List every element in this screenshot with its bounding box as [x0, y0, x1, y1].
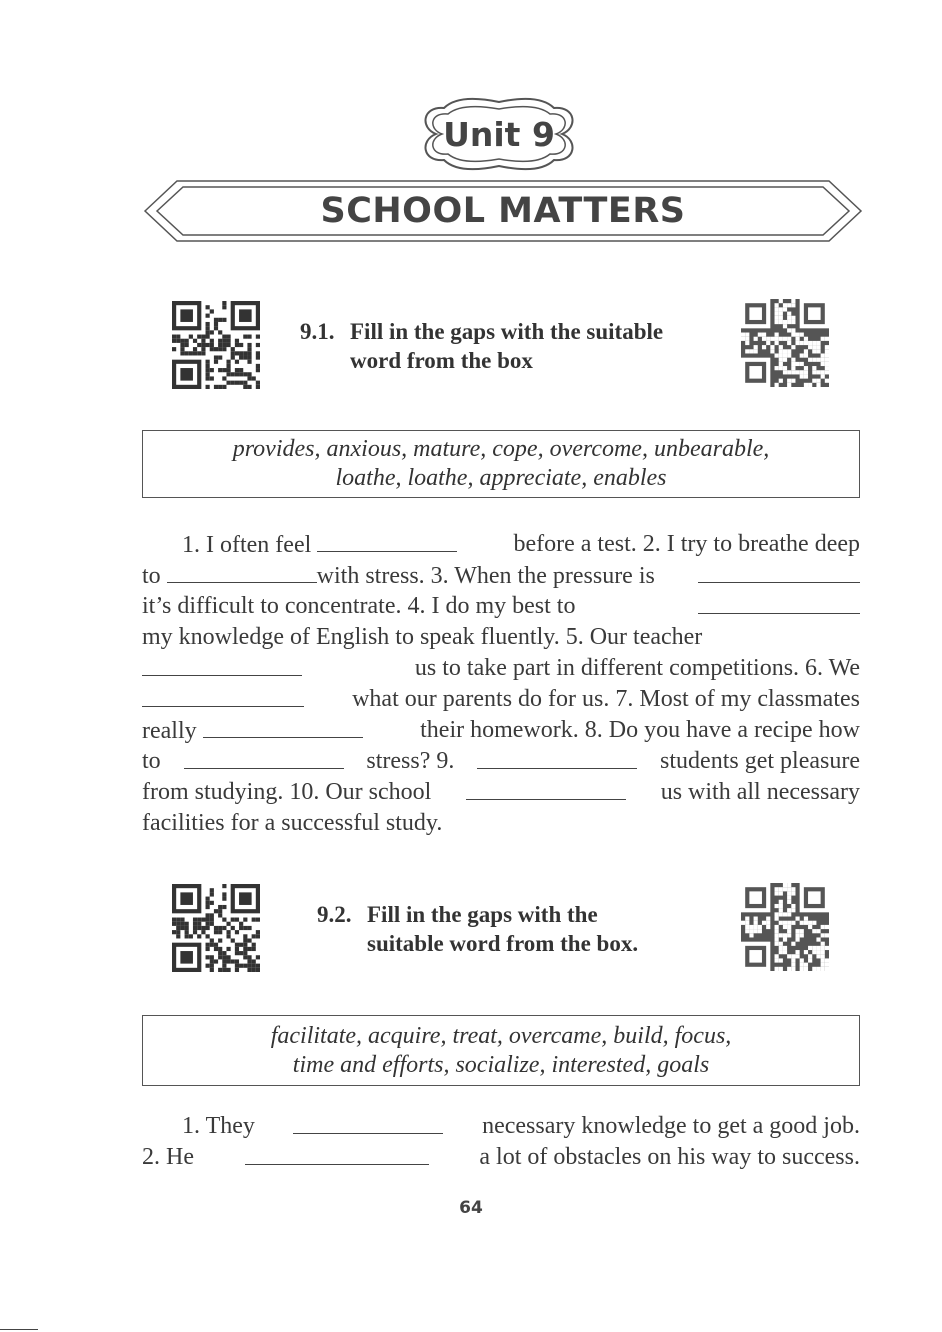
word-box [142, 1015, 860, 1086]
qr-code-icon [172, 884, 260, 972]
text-segment: their homework. 8. Do you have a recipe how [420, 717, 860, 743]
text-segment: 1. They [182, 1113, 255, 1139]
text-segment: before a test. 2. I try to breathe deep [513, 531, 860, 557]
word-box-line: time and efforts, socialize, interested, goals [292, 1051, 710, 1078]
text-segment: stress? 9. [366, 748, 455, 774]
text-segment: my knowledge of English to speak fluently. 5. Our teacher [142, 624, 703, 650]
qr-code-icon [741, 299, 829, 387]
exercise-text [142, 529, 860, 839]
text-segment: 1. I often feel [182, 532, 312, 558]
answer-gap[interactable] [293, 1111, 443, 1134]
text-segment: to [142, 748, 161, 774]
text-segment: from studying. 10. Our school [142, 779, 432, 805]
answer-gap[interactable] [184, 746, 344, 769]
divider [0, 1329, 38, 1330]
answer-gap[interactable] [245, 1142, 429, 1165]
text-segment: it’s difficult to concentrate. 4. I do my best to [142, 593, 576, 619]
text-segment: to [142, 563, 161, 589]
answer-gap[interactable] [142, 684, 304, 707]
text-segment: necessary knowledge to get a good job. [482, 1113, 860, 1139]
unit-label: Unit 9 [443, 114, 555, 154]
unit-badge [416, 92, 582, 176]
word-box-line: loathe, loathe, appreciate, enables [335, 465, 667, 491]
answer-gap[interactable] [142, 653, 302, 676]
answer-gap[interactable] [477, 746, 637, 769]
answer-gap[interactable] [203, 715, 363, 738]
heading-line: suitable word from the box. [367, 931, 639, 956]
text-segment: 2. He [142, 1144, 194, 1170]
exercise-heading [317, 900, 737, 958]
exercise-heading [300, 317, 730, 375]
page-number: 64 [459, 1198, 483, 1218]
qr-code-icon [172, 301, 260, 389]
answer-gap[interactable] [698, 591, 860, 614]
answer-gap[interactable] [317, 529, 457, 552]
page-title: SCHOOL MATTERS [320, 191, 686, 231]
exercise-number: 9.2. [317, 902, 352, 927]
exercise-number: 9.1. [300, 319, 335, 344]
text-segment: what our parents do for us. 7. Most of my classmates [352, 686, 860, 712]
text-segment: really [142, 718, 197, 744]
word-box [142, 430, 860, 498]
text-segment: with stress. 3. When the pressure is [316, 563, 655, 589]
text-segment: students get pleasure [660, 748, 860, 774]
title-banner [143, 177, 863, 245]
qr-code-icon [741, 883, 829, 971]
text-segment: us to take part in different competitions. 6. We [414, 655, 860, 681]
heading-line: word from the box [350, 348, 533, 373]
answer-gap[interactable] [698, 560, 860, 583]
heading-line: Fill in the gaps with the suitable [350, 319, 664, 344]
word-box-line: provides, anxious, mature, cope, overcome, unbearable, [232, 436, 770, 462]
word-box-line: facilitate, acquire, treat, overcame, build, focus, [270, 1022, 732, 1049]
text-segment: us with all necessary [660, 779, 860, 805]
exercise-text [142, 1111, 860, 1173]
text-segment: facilities for a successful study. [142, 810, 443, 836]
heading-line: Fill in the gaps with the [367, 902, 598, 927]
text-segment: a lot of obstacles on his way to success. [479, 1144, 860, 1170]
answer-gap[interactable] [466, 777, 626, 800]
answer-gap[interactable] [167, 560, 317, 583]
